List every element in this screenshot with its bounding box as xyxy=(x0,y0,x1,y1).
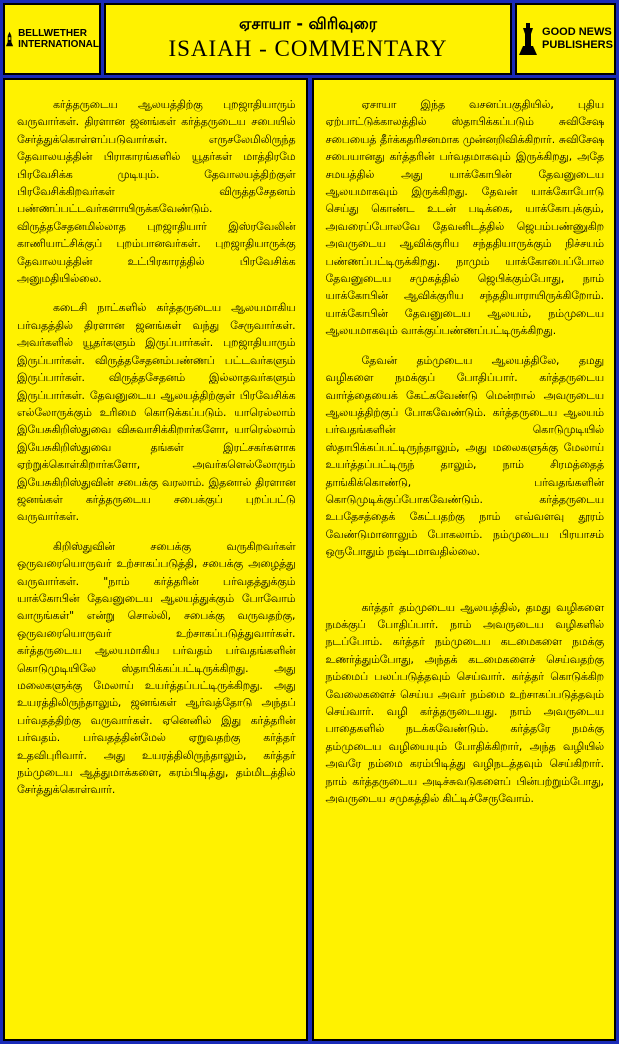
paragraph: கர்த்தருடைய ஆலயத்திற்கு புறஜாதியாரும் வருவார்கள். திரளான ஜனங்கள் கர்த்தருடைய சபையில் சேர்த்துக்கொள்ளப்படுவார்கள். எருசலேமிலிருந்த தேவாலயத்தின் பிராகாரங்களில் யூதர்கள் மாத்திரமே பிரவேசிக்க முடியும். தேவாலயத்திற்குள் பிரவேசிக்கிறவர்கள் விருத்தசேதனம் பண்ணப்பட்டவர்களாயிருக்கவேண்டும். விருத்தசேதனமில்லாத புறஜாதியார் இஸ்ரவேலின் காணியாட்சிக்குப் புறம்பானவர்கள். புறஜாதியாருக்கு தேவாலயத்தின் உட்பிரகாரத்தில் பிரவேசிக்க அனுமதியில்லை. xyxy=(17,98,296,286)
good-news-line1: GOOD NEWS xyxy=(542,26,612,39)
header-bar xyxy=(3,3,616,75)
paragraph: கர்த்தர் தம்முடைய ஆலயத்தில், தமது வழிகளை நமக்குப் போதிப்பார். நாம் அவருடைய வழிகளில் நடப்போம். கர்த்தர் நம்முடைய கடமைகளை நமக்கு உணர்த்தும்போது, அந்தக் கடமைகளைச் செய்வதற்கு நம்மைப் பலப்படுத்தவும் செய்வார். கர்த்தர் கொடுக்கிற வேலைகளைச் செய்ய அவர் நம்மை உற்சாகப்படுத்தவும் செய்வார். வழி கர்த்தருடையது. நாம் அவருடைய பாதைகளில் நடக்கவேண்டும். கர்த்தரே நமக்கு தம்முடைய வழியையும் போதிக்கிறார், அந்த வழியில் அவரே நம்மை கரம்பிடித்து வழிநடத்தவும் செய்கிறார். நாம் கர்த்தருடைய அடிச்சுவடுகளைப் பின்பற்றும்போது, அவருடைய சமுகத்தில் கிட்டிச்சேருவோம். xyxy=(325,600,604,806)
commentary-body xyxy=(3,78,616,1041)
title-tamil: ஏசாயா - விரிவுரை xyxy=(239,14,377,34)
bellwether-logo xyxy=(3,3,101,75)
title-english: ISAIAH - COMMENTARY xyxy=(168,36,448,62)
tower-icon xyxy=(518,22,538,56)
good-news-logo xyxy=(515,3,616,75)
bell-tower-icon xyxy=(5,22,14,56)
bellwether-line1: BELLWETHER xyxy=(18,27,87,39)
paragraph: கடைசி நாட்களில் கர்த்தருடைய ஆலயமாகிய பர்வதத்தில் திரளான ஜனங்கள் வந்து சேருவார்கள். அவர்களில் யூதர்களும் இருப்பார்கள். புறஜாதியாரும் இருப்பார்கள். விருத்தசேதனம்பண்ணப் பட்டவர்களும் இருப்பார்கள். விருத்தசேதனம் இல்லாதவர்களும் இருப்பார்கள். தேவனுடைய ஆலயத்திற்குள் பிரவேசிக்க எல்லோருக்கும் உரிமை கொடுக்கப்படும். யாரெல்லாம் இயேசுகிறிஸ்துவை விசுவாசிக்கிறார்களோ, யாரெல்லாம் இயேசுகிறிஸ்துவை தங்கள் இரட்சகர்களாக ஏற்றுக்கொள்கிறார்களோ, அவர்களெல்லோரும் இயேசுகிறிஸ்துவின் சபைக்கு வரலாம். இதனால் திரளான ஜனங்கள் கர்த்தருடைய சபைக்குப் புறப்பட்டு வருவார்கள். xyxy=(17,301,296,524)
title-panel xyxy=(104,3,512,75)
good-news-logo-text xyxy=(542,26,613,51)
paragraph: கிறிஸ்துவின் சபைக்கு வருகிறவர்கள் ஒருவரையொருவர் உற்சாகப்படுத்தி, சபைக்கு அழைத்து வருவார்கள். "நாம் கர்த்தரின் பர்வதத்துக்கும் யாக்கோபின் தேவனுடைய ஆலயத்துக்கும் போவோம் வாருங்கள்" என்று சொல்லி, சபைக்கு வருவதற்கு, ஒருவரையொருவர் உற்சாகப்படுத்துவார்கள். கர்த்தருடைய ஆலயமாகிய பர்வதம் பர்வதங்களின் கொடுமுடியிலே ஸ்தாபிக்கப்பட்டிருக்கிறது. அது மலைகளுக்கு மேலாய் உயர்த்தப்பட்டிருக்கிறது. அது உயரத்திலிருந்தாலும், ஜனங்கள் ஆர்வத்தோடு அந்தப் பர்வதத்திற்கு வருவார்கள். ஏனெனில் இது கர்த்தரின் பர்வதம். பர்வதத்தின்மேல் ஏறுவதற்கு கர்த்தர் உதவிபுரிவார். அது உயரத்திலிருந்தாலும், கர்த்தர் நம்முடைய ஆத்துமாக்களை, கரம்பிடித்து, தம்மிடத்தில் சேர்த்துக்கொள்வார். xyxy=(17,539,296,797)
bellwether-logo-text xyxy=(18,28,99,51)
bellwether-line2: INTERNATIONAL xyxy=(18,39,99,50)
right-column xyxy=(312,78,617,1041)
paragraph: ஏசாயா இந்த வசனப்பகுதியில், புதிய ஏற்பாட்டுக்காலத்தில் ஸ்தாபிக்கப்படும் சுவிசேஷ சபையைத் தீர்க்கதரிசனமாக முன்னறிவிக்கிறார். சுவிசேஷ சபையானது கர்த்தரின் பர்வதமாகவும் இருக்கிறது, அதே சமயத்தில் அது யாக்கோபின் தேவனுடைய ஆலயமாகவும் இருக்கிறது. தேவன் யாக்கோபோடு செய்து கொண்ட உடன் படிக்கை, யாக்கோபுக்கும், அவரைப்போலவே தேவனிடத்தில் ஜெபம்பண்ணுகிற அவருடைய ஆவிக்குரிய சந்ததியாருக்கும் நிச்சயம் பண்ணப்பட்டிருக்கிறது. நாமும் யாக்கோபைப்போல தேவனுடைய சமுகத்தில் ஜெபிக்கும்போது, நாம் யாக்கோபின் ஆவிக்குரிய சந்ததியாராயிருக்கிறோம். யாக்கோபின் தேவனுடைய ஆலயம், நம்முடைய ஆலயமாகவும் வாக்குப்பண்ணப்பட்டிருக்கிறது. xyxy=(325,98,604,338)
good-news-line2: PUBLISHERS xyxy=(542,39,613,51)
left-column xyxy=(3,78,308,1041)
paragraph: தேவன் தம்முடைய ஆலயத்திலே, தமது வழிகளை நமக்குப் போதிப்பார். கர்த்தருடைய வார்த்தையைக் கேட்கவேண்டு மென்றால் அவருடைய ஆலயத்திற்குப் போகவேண்டும். கர்த்தருடைய ஆலயம் பர்வதங்களின் கொடுமுடியில் ஸ்தாபிக்கப்பட்டிருந்தாலும், அது மலைகளுக்கு மேலாய் உயர்த்தப்பட்டிருந் தாலும், நாம் சிரமத்தைத் தாங்கிக்கொண்டு, பர்வதங்களின் கொடுமுடிக்குப்போகவேண்டும். கர்த்தருடைய உபதேசத்தைக் கேட்பதற்கு நாம் எவ்வளவு தூரம் வேண்டுமானாலும் போகலாம். நம்முடைய பிரயாசம் ஒருபோதும் நஷ்டமாவதில்லை. xyxy=(325,353,604,559)
